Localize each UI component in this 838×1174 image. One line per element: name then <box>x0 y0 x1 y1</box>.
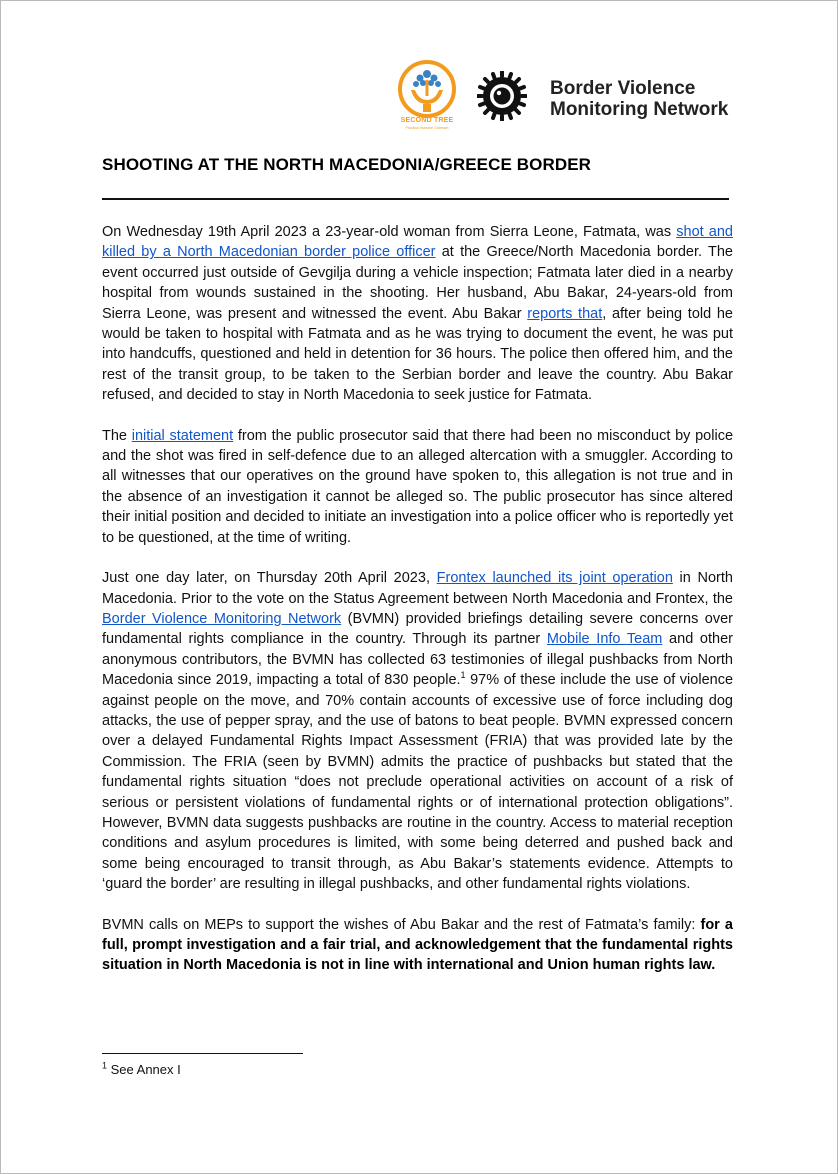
second-tree-tree-icon <box>395 60 459 118</box>
text-span: (BVMN) provided briefings detailing severe concerns over fundamental rights compliance in the country. Through its partner <box>102 610 733 648</box>
text-span: in North Macedonia. Prior to the vote on the Status Agreement between North Macedonia and Frontex, the <box>102 570 733 607</box>
link-shot-and-killed[interactable]: shot and killed by a North Macedonian border police officer <box>102 224 733 261</box>
link-bvmn[interactable]: Border Violence Monitoring Network <box>102 610 342 627</box>
footnote-number: 1 <box>102 1060 108 1071</box>
text-span: , after being told he would be taken to hospital with Fatmata and as he was trying to document the event, he was put into handcuffs, questioned and held in detention for 36 hours. The police then offered him, and the rest of the transit group, to be taken to the Serbian border and leave the country. Abu Bakar refused, and decided to stay in North Macedonia to seek justice for Fatmata. <box>102 305 733 404</box>
second-tree-logo <box>395 60 459 130</box>
footnote <box>102 1062 181 1077</box>
footnote-text: See Annex I <box>107 1062 181 1077</box>
link-initial-statement[interactable]: initial statement <box>131 427 234 444</box>
document-body <box>102 222 733 996</box>
page-title: SHOOTING AT THE NORTH MACEDONIA/GREECE BORDER <box>102 155 592 174</box>
text-span: at the Greece/North Macedonia border. The event occurred just outside of Gevgilja during a vehicle inspection; Fatmata later died in a nearby hospital from wounds sustained in the shooting. Her husband, Abu Bakar, 24-years-old from Sierra Leone, was present and witnessed the event. Abu Bakar <box>102 244 733 322</box>
text-span: The <box>102 427 132 444</box>
text-span: and other anonymous contributors, the BVMN has collected 63 testimonies of illegal pushbacks from North Macedonia since 2019, impacting a total of 830 people. <box>102 631 733 689</box>
call-to-action-bold: for a full, prompt investigation and a fair trial, and acknowledgement that the fundamental rights situation in North Macedonia is not in line with international and Union human rights law. <box>102 916 733 974</box>
title-underline <box>102 198 729 200</box>
text-span: from the public prosecutor said that there had been no misconduct by police and the shot was fired in self-defence due to an alleged altercation with a smuggler. According to all witnesses that our operatives on the ground have spoken to, this allegation is not true and in the absence of an investigation it cannot be alleged so. The public prosecutor has since altered their initial position and decided to initiate an investigation into a police officer who is reportedly yet to be questioned, at the time of writing. <box>102 427 734 546</box>
second-tree-wordmark: SECOND TREE <box>400 117 454 124</box>
paragraph-1 <box>102 222 733 406</box>
second-tree-tagline: Practical Humane Outreach <box>405 126 449 130</box>
text-span: On Wednesday 19th April 2023 a 23-year-old woman from Sierra Leone, Fatmata, was <box>102 224 677 240</box>
paragraph-2 <box>102 426 733 548</box>
link-reports-that[interactable]: reports that <box>527 305 603 322</box>
text-span: 97% of these include the use of violence against people on the move, and 70% contain accounts of excessive use of force including dog attacks, the use of pepper spray, and the use of batons to beat people. BVMN expressed concern over a delayed Fundamental Rights Impact Assessment (FRIA) that was provided late by the Commission. The FRIA (seen by BVMN) admits the practice of pushbacks but stated that the fundamental rights situation “does not preclude operational activities on account of a risk of serious or persistent violations of fundamental rights or of international protection obligations”. However, BVMN data suggests pushbacks are routine in the country. Access to material reception conditions and asylum procedures is limited, with some being deterred and pushed back and some being encouraged to transit through, as Abu Bakar’s statements evidence. Attempts to ‘guard the border’ are resulting in illegal pushbacks, and other fundamental rights violations. <box>102 672 734 893</box>
bvmn-wordmark <box>550 78 728 120</box>
header-logos <box>395 58 745 134</box>
bvmn-name-line1: Border Violence <box>550 78 696 99</box>
footnote-reference[interactable]: 1 <box>460 670 466 681</box>
text-span: Just one day later, on Thursday 20th April 2023, <box>102 570 437 587</box>
paragraph-4 <box>102 915 733 976</box>
link-mobile-info-team[interactable]: Mobile Info Team <box>546 631 663 648</box>
footnote-separator <box>102 1053 303 1054</box>
bvmn-logo-icon <box>477 71 527 121</box>
bvmn-name-line2: Monitoring Network <box>550 99 729 120</box>
link-frontex-joint-operation[interactable]: Frontex launched its joint operation <box>436 570 673 587</box>
paragraph-3 <box>102 568 733 895</box>
text-span: BVMN calls on MEPs to support the wishes of Abu Bakar and the rest of Fatmata’s family: <box>102 916 701 933</box>
